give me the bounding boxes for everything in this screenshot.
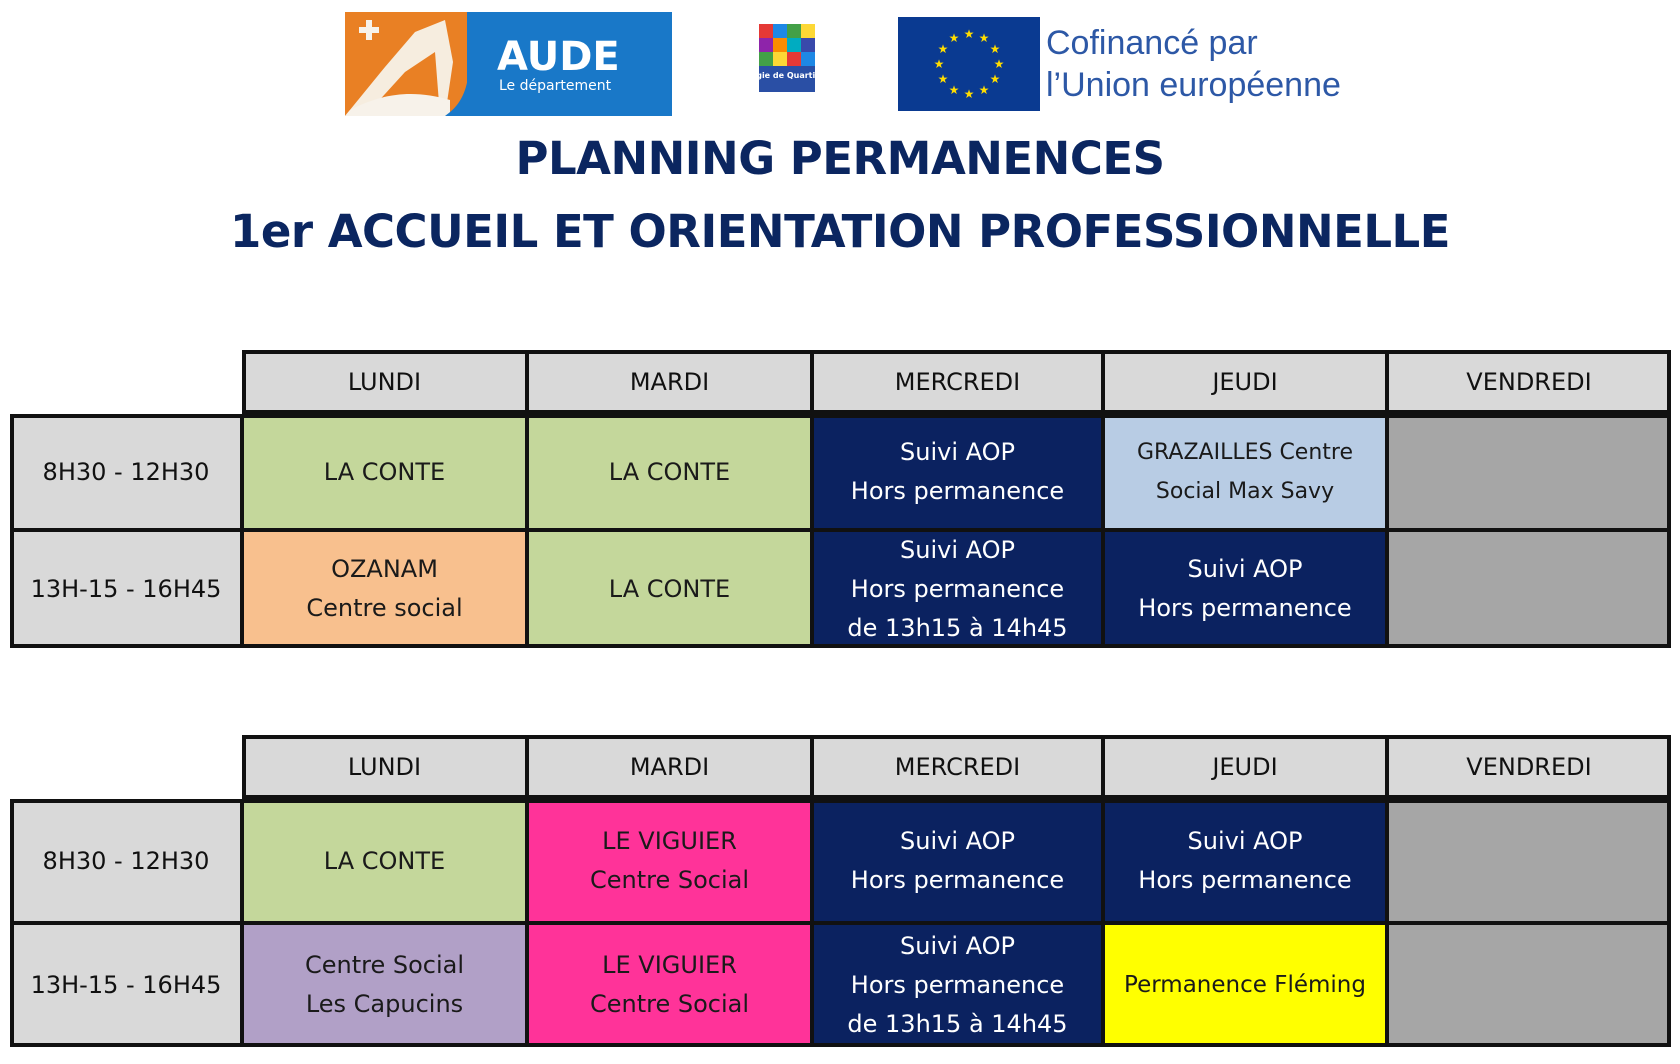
schedule-cell-line: LE VIGUIER <box>602 827 737 855</box>
schedule-cell <box>812 530 1103 648</box>
schedule-cell-line: Social Max Savy <box>1155 479 1335 504</box>
day-header-lundi: LUNDI <box>242 735 527 799</box>
schedule-cell <box>1387 923 1671 1047</box>
schedule-cell-line: Hors permanence <box>850 970 1065 999</box>
eu-star-icon: ★ <box>978 82 990 97</box>
schedule-cell <box>527 530 812 648</box>
time-slot-label: 8H30 - 12H30 <box>10 414 242 530</box>
schedule-cell <box>527 923 812 1047</box>
schedule-cell <box>812 799 1103 923</box>
page-title: PLANNING PERMANENCES <box>515 132 1165 185</box>
page-subtitle: 1er ACCUEIL ET ORIENTATION PROFESSIONNELLE <box>230 205 1450 258</box>
time-slot-label: 8H30 - 12H30 <box>10 799 242 923</box>
regie-quartiers-logo <box>744 24 830 102</box>
day-header-lundi: LUNDI <box>242 350 527 414</box>
schedule-cell <box>242 530 527 648</box>
schedule-cell-line: Permanence Fléming <box>1124 971 1366 998</box>
schedule-cell-line: LE VIGUIER <box>602 951 737 979</box>
aude-department-logo <box>345 12 672 116</box>
eu-star-icon: ★ <box>978 31 990 46</box>
svg-text:Régie de Quartiers: Régie de Quartiers <box>744 71 830 80</box>
schedule-cell-line: Les Capucins <box>305 990 464 1018</box>
schedule-cell-line: Centre Social <box>304 951 465 979</box>
schedule-cell-line: LA CONTE <box>323 457 446 486</box>
schedule-cell <box>242 923 527 1047</box>
schedule-cell <box>242 414 527 530</box>
schedule-cell-line: GRAZAILLES Centre <box>1136 440 1354 465</box>
time-slot-label: 13H-15 - 16H45 <box>10 923 242 1047</box>
schedule-cell <box>1103 799 1387 923</box>
svg-text:AUDE: AUDE <box>497 34 620 80</box>
eu-star-icon: ★ <box>948 31 960 46</box>
schedule-cell-line: Hors permanence <box>850 477 1065 505</box>
eu-star-icon: ★ <box>989 72 1001 86</box>
schedule-cell <box>527 414 812 530</box>
day-header-mercredi: MERCREDI <box>812 735 1103 799</box>
schedule-cell-line: Hors permanence <box>1138 594 1352 622</box>
time-slot-label: 13H-15 - 16H45 <box>10 530 242 648</box>
eu-text-line1: Cofinancé par <box>1046 24 1258 62</box>
schedule-cell <box>812 923 1103 1047</box>
schedule-cell <box>1103 414 1387 530</box>
schedule-cell-line: Centre Social <box>589 866 750 894</box>
schedule-cell-line: Hors permanence <box>1138 866 1352 894</box>
schedule-cell-line: de 13h15 à 14h45 <box>847 1009 1068 1038</box>
schedule-cell-line: de 13h15 à 14h45 <box>847 613 1068 642</box>
schedule-cell-line: LA CONTE <box>608 457 731 486</box>
schedule-cell-line: Centre social <box>306 594 463 622</box>
schedule-cell-line: Suivi AOP <box>900 931 1015 960</box>
schedule-cell <box>1387 799 1671 923</box>
schedule-cell <box>812 414 1103 530</box>
schedule-cell-line: Suivi AOP <box>900 438 1015 466</box>
day-header-vendredi: VENDREDI <box>1387 350 1671 414</box>
schedule-cell <box>1387 530 1671 648</box>
schedule-cell-line: Centre Social <box>589 990 750 1018</box>
day-header-mercredi: MERCREDI <box>812 350 1103 414</box>
schedule-cell <box>242 799 527 923</box>
eu-star-icon: ★ <box>933 57 945 71</box>
day-header-vendredi: VENDREDI <box>1387 735 1671 799</box>
schedule-cell <box>1103 530 1387 648</box>
eu-star-icon: ★ <box>989 42 1001 56</box>
eu-star-icon: ★ <box>963 87 975 101</box>
day-header-mardi: MARDI <box>527 735 812 799</box>
schedule-cell-line: Hors permanence <box>850 866 1065 894</box>
schedule-cell <box>1103 923 1387 1047</box>
day-header-jeudi: JEUDI <box>1103 350 1387 414</box>
schedule-cell <box>527 799 812 923</box>
eu-flag-logo <box>898 17 1040 111</box>
schedule-cell-line: Suivi AOP <box>1187 555 1303 583</box>
eu-star-icon: ★ <box>963 27 975 41</box>
schedule-cell-line: LA CONTE <box>608 574 731 603</box>
schedule-cell-line: Suivi AOP <box>900 827 1015 855</box>
schedule-cell-line: OZANAM <box>331 555 438 583</box>
day-header-jeudi: JEUDI <box>1103 735 1387 799</box>
schedule-cell-line: Hors permanence <box>850 574 1065 603</box>
day-header-mardi: MARDI <box>527 350 812 414</box>
eu-star-icon: ★ <box>937 42 949 56</box>
schedule-cell-line: LA CONTE <box>323 846 446 875</box>
eu-star-icon: ★ <box>948 82 960 97</box>
eu-star-icon: ★ <box>993 57 1005 71</box>
schedule-cell-line: Suivi AOP <box>1187 827 1303 855</box>
svg-text:Le département: Le département <box>499 78 612 94</box>
eu-cofinance-text <box>1046 22 1341 106</box>
schedule-cell <box>1387 414 1671 530</box>
eu-text-line2: l’Union européenne <box>1046 66 1341 104</box>
eu-star-icon: ★ <box>937 72 949 86</box>
schedule-cell-line: Suivi AOP <box>900 535 1015 564</box>
